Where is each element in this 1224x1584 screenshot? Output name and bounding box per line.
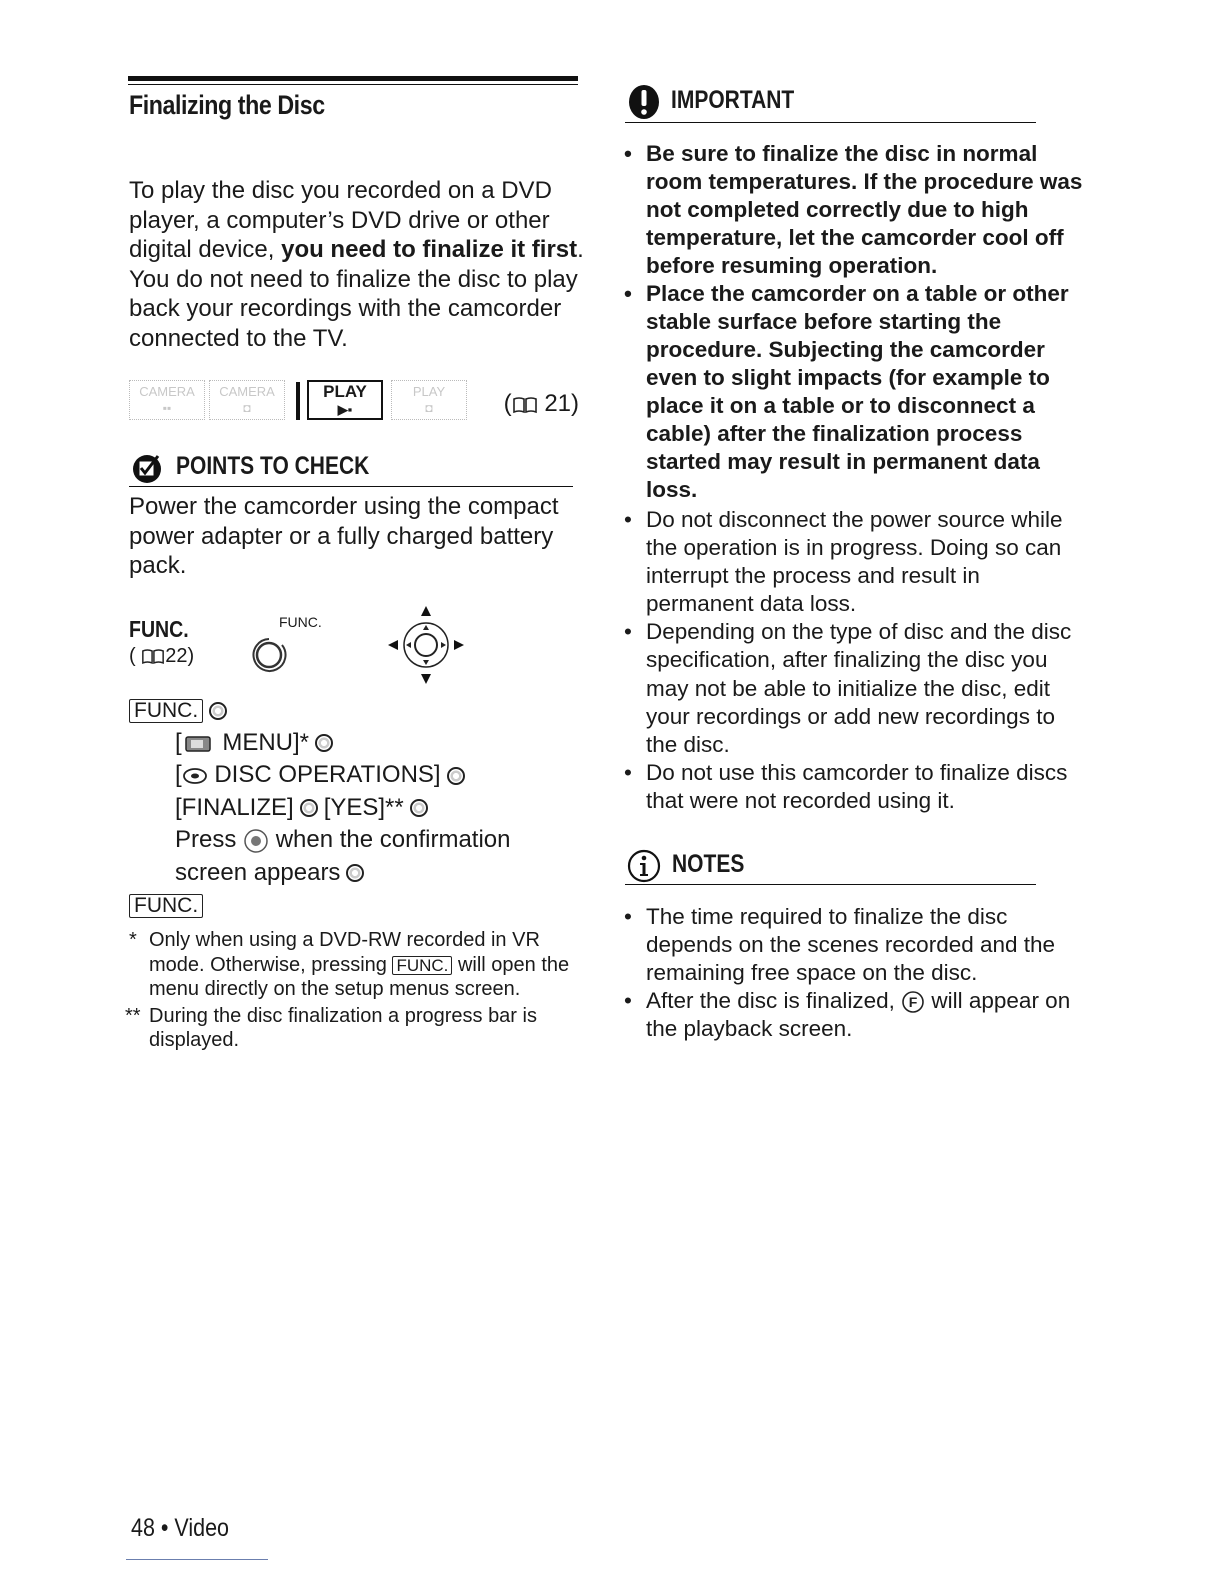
step-func-close xyxy=(129,889,589,922)
footer-rule xyxy=(126,1559,268,1560)
notes-rule xyxy=(625,884,1036,885)
step-func xyxy=(129,694,589,727)
next-step-icon xyxy=(447,767,465,785)
step-finalize: [FINALIZE] [YES]** xyxy=(129,792,589,825)
checklist-icon xyxy=(131,452,163,484)
points-to-check-title: POINTS TO CHECK xyxy=(176,452,370,480)
list-item: • After the disc is finalized, F will appear on the playback screen. xyxy=(624,988,1071,1042)
exclamation-icon xyxy=(626,84,662,120)
next-step-icon xyxy=(410,799,428,817)
func-page-reference: ( 22) xyxy=(129,645,195,667)
next-step-icon xyxy=(300,799,318,817)
intro-text-1: To play the disc you recorded on a DVD player, a computer’s DVD drive or other digital device, xyxy=(129,177,552,264)
list-item: • Place the camcorder on a table or other stable surface before starting the procedure. Subjecting the camcorder even to slight impacts (for example to place it on a table or to disconnect a cable) after the finalization process started may result in permanent data loss. xyxy=(624,281,1069,502)
info-icon xyxy=(626,848,662,884)
func-label: FUNC. xyxy=(129,616,189,642)
f-circle-icon xyxy=(901,990,925,1014)
important-bold-list xyxy=(624,140,1084,504)
next-step-icon xyxy=(346,864,364,882)
footnote: * Only when using a DVD-RW recorded in VR mode. Otherwise, pressing FUNC. will open the menu directly on the setup menus screen. xyxy=(129,929,570,1001)
list-item: • Do not use this camcorder to finalize discs that were not recorded using it. xyxy=(624,759,1068,813)
svg-text:F: F xyxy=(908,994,918,1011)
step-disc-operations: [ DISC OPERATIONS] xyxy=(129,759,589,792)
mode-indicator-row xyxy=(129,378,579,424)
disc-icon xyxy=(182,766,208,786)
list-item: • Be sure to finalize the disc in normal room temperatures. If the procedure was not completed correctly due to high temperature, let the camcorder cool off before resuming operation. xyxy=(624,141,1083,278)
step-press: Press when the confirmation xyxy=(175,826,511,853)
mode-camera-photo: CAMERA ◘ xyxy=(209,380,285,420)
footnote: ** During the disc finalization a progress bar is displayed. xyxy=(125,1004,537,1052)
notes-list xyxy=(624,903,1084,1043)
intro-paragraph xyxy=(129,176,589,354)
list-item: • Depending on the type of disc and the disc specification, after finalizing the disc you may not be able to initialize the disc, edit your recordings or add new recordings to the disc. xyxy=(624,619,1072,757)
points-to-check-body: Power the camcorder using the compact power adapter or a fully charged battery pack. xyxy=(129,493,559,580)
mode-separator xyxy=(296,382,300,420)
list-item: • Do not disconnect the power source while the operation is in progress. Doing so can interrupt the process and result in permanent data loss. xyxy=(624,507,1063,617)
func-key: FUNC. xyxy=(129,699,203,723)
camera-menu-icon xyxy=(182,732,216,754)
step-menu: [ MENU]* xyxy=(129,727,589,760)
func-button-icon xyxy=(250,636,288,674)
important-title: IMPORTANT xyxy=(671,86,795,114)
section-top-rule xyxy=(128,76,578,81)
next-step-icon xyxy=(209,702,227,720)
procedure-steps xyxy=(129,694,589,922)
step-screen-appears: screen appears xyxy=(129,857,589,890)
func-button-caption: FUNC. xyxy=(279,614,322,630)
func-key: FUNC. xyxy=(129,894,203,918)
mode-page-reference: ( 21) xyxy=(503,390,579,417)
notes-title: NOTES xyxy=(672,850,745,878)
intro-text-2: . You do not need to finalize the disc to play back your recordings with the camcorder connected to the TV. xyxy=(129,236,584,352)
joystick-dpad-icon xyxy=(386,604,466,686)
func-key: FUNC. xyxy=(392,956,452,975)
next-step-icon xyxy=(315,734,333,752)
list-item: • The time required to finalize the disc depends on the scenes recorded and the remaining free space on the disc. xyxy=(624,904,1056,986)
intro-bold: you need to finalize it first xyxy=(281,236,578,264)
important-rule xyxy=(625,122,1036,123)
book-icon xyxy=(512,396,538,414)
footnotes xyxy=(125,928,579,1055)
mode-camera-video: CAMERA ▪▪ xyxy=(129,380,205,420)
joystick-press-icon xyxy=(243,828,269,854)
mode-play-video-active: PLAY ▶▪ xyxy=(307,380,383,420)
mode-play-photo: PLAY ◘ xyxy=(391,380,467,420)
page-footer: 48 • Video xyxy=(131,1514,229,1542)
section-title: Finalizing the Disc xyxy=(129,90,325,120)
points-to-check-rule xyxy=(129,486,573,487)
important-list xyxy=(624,506,1084,815)
section-top-rule-thin xyxy=(128,84,578,85)
book-icon xyxy=(141,648,165,665)
